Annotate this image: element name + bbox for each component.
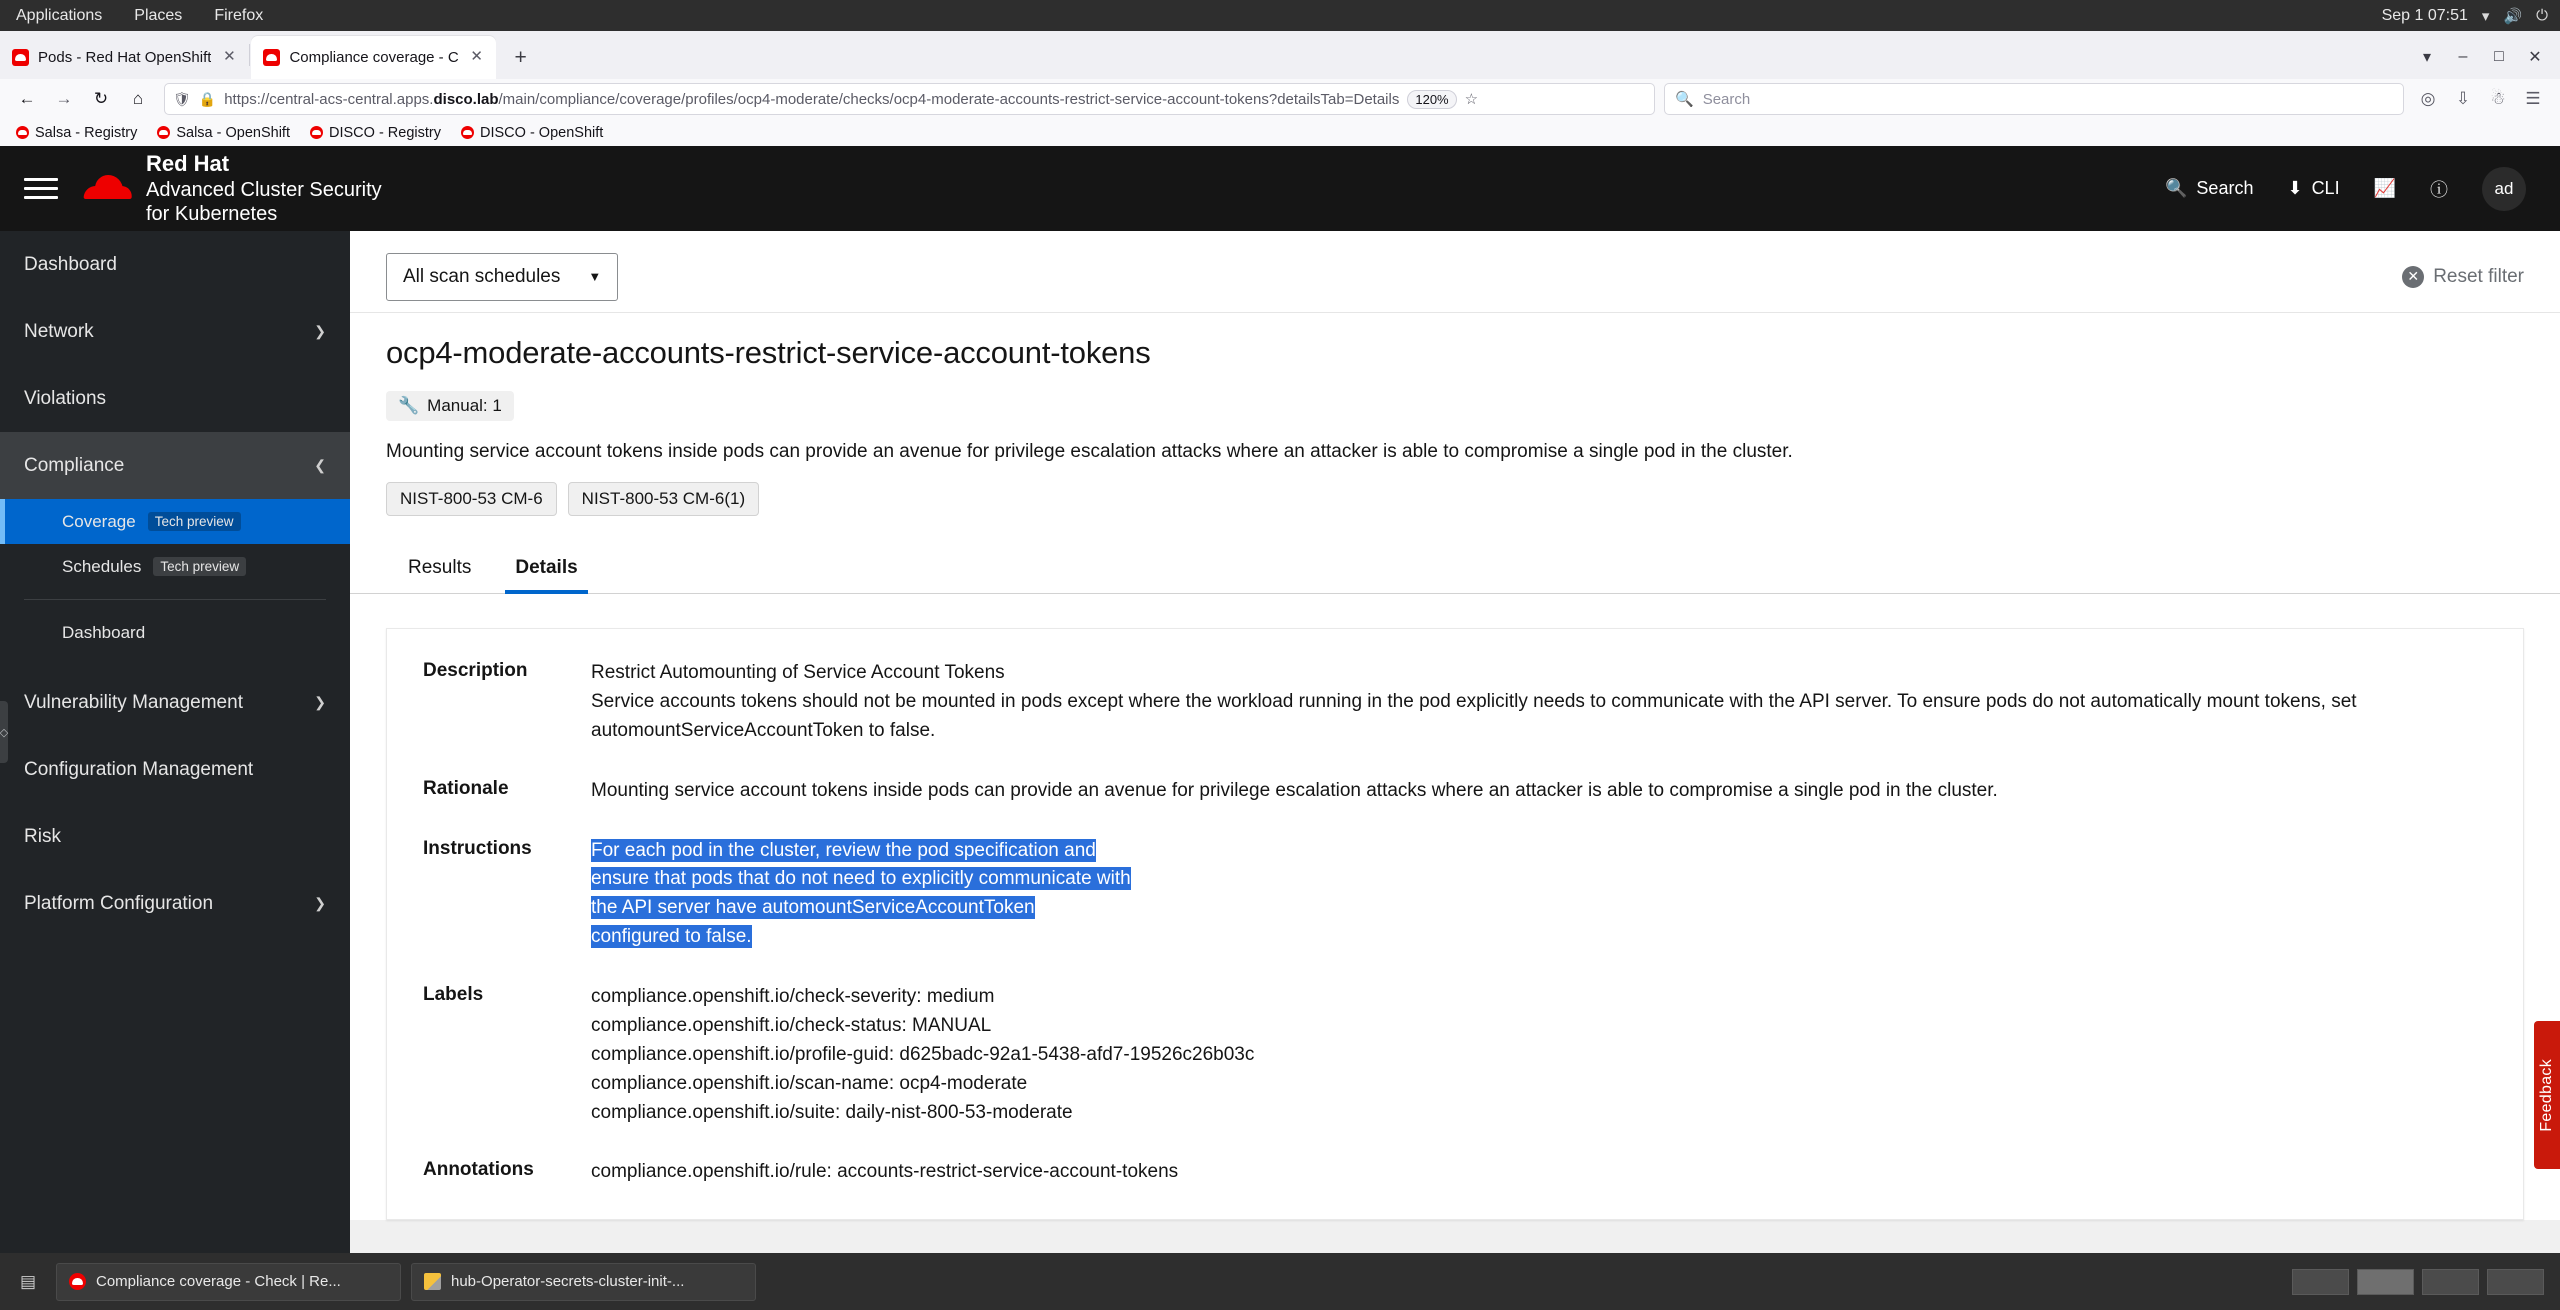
acs-application (0, 146, 2560, 1253)
redhat-icon (16, 126, 29, 139)
feedback-label: Feedback (2538, 1058, 2555, 1132)
maximize-icon[interactable]: □ (2494, 48, 2504, 65)
lock-icon: 🔒 (198, 90, 217, 107)
page-header (350, 313, 2560, 516)
brand-line-3: for Kubernetes (146, 202, 278, 225)
window-controls (2410, 41, 2560, 79)
label-item: compliance.openshift.io/profile-guid: d625badc-92a1-5438-afd7-19526c26b03c (591, 1043, 1255, 1065)
search-icon: 🔍 (2165, 178, 2188, 198)
details-card (386, 628, 2524, 1220)
reload-icon[interactable]: ↻ (93, 89, 109, 108)
control-chip-list (386, 482, 2524, 516)
tab-details[interactable]: Details (493, 541, 599, 593)
list-all-tabs-icon[interactable]: ▾ (2422, 49, 2432, 66)
nav-toggle-button[interactable] (24, 172, 58, 206)
masthead-actions (2165, 167, 2560, 211)
search-icon: 🔍 (1675, 91, 1694, 108)
minimize-icon[interactable]: – (2458, 48, 2468, 65)
bookmarks-bar (0, 119, 2560, 146)
sidebar-item-compliance-dashboard[interactable] (0, 610, 350, 655)
sidebar-item-label: Dashboard (24, 253, 117, 275)
taskbar-window-label: Compliance coverage - Check | Re... (96, 1273, 341, 1290)
detail-row-description (387, 659, 2523, 746)
sidebar-item-label: Vulnerability Management (24, 691, 243, 713)
zoom-level-badge[interactable]: 120% (1407, 90, 1456, 109)
chevron-down-icon: ❮ (314, 457, 326, 473)
description-title: Restrict Automounting of Service Account Tokens (591, 662, 1005, 683)
label-item: compliance.openshift.io/scan-name: ocp4-moderate (591, 1072, 1028, 1094)
power-icon[interactable]: ⏻ (2536, 7, 2548, 24)
filter-toolbar (350, 241, 2560, 313)
account-icon[interactable]: ☃ (2490, 89, 2506, 108)
tab-label: Compliance coverage - C (289, 49, 459, 66)
instructions-line: the API server have automountServiceAccountToken (591, 897, 1035, 919)
taskbar-window-editor[interactable] (411, 1263, 756, 1301)
os-menu-places[interactable]: Places (134, 6, 183, 24)
check-detail-page (350, 313, 2560, 1220)
sidebar-item-schedules[interactable] (0, 544, 350, 589)
os-menu-firefox[interactable]: Firefox (214, 6, 264, 24)
detail-value (591, 659, 2487, 746)
sidebar-item-label: Network (24, 320, 94, 342)
annotation-item: compliance.openshift.io/rule: accounts-restrict-service-account-tokens (591, 1161, 1179, 1183)
tab-strip (0, 31, 2560, 79)
detail-row-labels (387, 983, 2523, 1127)
chevron-down-icon: ▼ (588, 269, 602, 284)
reset-filter-button[interactable] (2402, 266, 2524, 288)
redhat-icon (461, 126, 474, 139)
cli-download-button[interactable] (2287, 178, 2339, 199)
tech-preview-badge: Tech preview (153, 557, 246, 576)
sidebar-resize-handle[interactable]: ◇ (0, 701, 8, 763)
tab-separator (249, 44, 250, 66)
search-input[interactable] (1664, 83, 2404, 115)
workspace-1[interactable] (2292, 1269, 2349, 1295)
bookmark-salsa-registry[interactable] (8, 122, 145, 144)
avatar[interactable]: ad (2482, 167, 2526, 211)
sidebar-item-risk[interactable] (0, 803, 350, 870)
instructions-line: ensure that pods that do not need to explicitly communicate with (591, 868, 1131, 890)
sidebar-item-network[interactable] (0, 298, 350, 365)
sidebar-item-platform-configuration[interactable] (0, 870, 350, 937)
status-badge-label: Manual: 1 (427, 396, 502, 415)
description-body: Service accounts tokens should not be mounted in pods except where the workload running in the pod explicitly needs to communicate with the API server. To ensure pods do not automatically mount tokens, set automountServiceAccountToken to false. (591, 690, 2357, 741)
search-label: Search (2196, 178, 2254, 198)
sidebar-item-label: Violations (24, 387, 107, 409)
sidebar-item-label: Configuration Management (24, 758, 254, 780)
chevron-right-icon: ❯ (314, 694, 326, 710)
browser-tab-compliance[interactable] (251, 36, 495, 79)
bookmark-star-icon[interactable]: ☆ (1464, 91, 1479, 108)
cli-label: CLI (2311, 178, 2340, 198)
help-icon[interactable]: ⓘ (2430, 179, 2448, 200)
breadcrumb (350, 231, 2560, 241)
close-icon[interactable]: ✕ (470, 47, 483, 65)
sidebar-item-coverage[interactable] (0, 499, 350, 544)
workspace-2[interactable] (2357, 1269, 2414, 1295)
chevron-right-icon: ❯ (314, 323, 326, 339)
detail-term: Labels (423, 984, 484, 1005)
sidebar-subitem-label: Schedules (62, 556, 142, 576)
sidebar-subitem-label: Coverage (62, 511, 136, 531)
reset-filter-label: Reset filter (2433, 265, 2524, 287)
show-desktop-icon[interactable]: ▤ (19, 1271, 37, 1291)
tech-preview-badge: Tech preview (148, 512, 241, 531)
bookmark-salsa-openshift[interactable] (149, 122, 298, 144)
scan-schedule-select[interactable] (386, 253, 618, 301)
brand-line-2: Advanced Cluster Security (146, 178, 382, 201)
detail-value: Mounting service account tokens inside pods can provide an avenue for privilege escalation attacks where an attacker is able to compromise a single pod in the cluster. (591, 779, 1998, 801)
sidebar-item-compliance[interactable] (0, 432, 350, 499)
detail-value-selected (591, 837, 2487, 953)
network-icon[interactable]: ▾ (2481, 7, 2490, 25)
sidebar-divider (24, 599, 326, 600)
volume-icon[interactable]: 🔊 (2503, 7, 2523, 25)
detail-value (591, 1158, 2487, 1187)
redhat-hat-icon (84, 173, 132, 203)
instructions-line: configured to false. (591, 926, 752, 948)
os-clock: Sep 1 07:51 (2381, 6, 2468, 24)
taskbar-window-label: hub-Operator-secrets-cluster-init-... (451, 1273, 685, 1290)
downloads-icon[interactable]: ⇩ (2455, 89, 2471, 108)
sidebar-item-label: Risk (24, 825, 61, 847)
feedback-tab[interactable] (2534, 1021, 2560, 1169)
label-item: compliance.openshift.io/check-severity: medium (591, 986, 995, 1007)
sidebar-item-configuration-management[interactable] (0, 736, 350, 803)
app-menu-icon[interactable]: ☰ (2525, 89, 2541, 108)
tab-results[interactable]: Results (408, 557, 472, 578)
check-summary: Mounting service account tokens inside pods can provide an avenue for privilege escalation attacks where an attacker is able to compromise a single pod in the cluster. (386, 441, 1793, 462)
bookmark-label: DISCO - Registry (329, 124, 441, 141)
detail-row-annotations (387, 1158, 2523, 1187)
search-placeholder: Search (1702, 90, 1751, 108)
bookmark-label: DISCO - OpenShift (480, 124, 604, 141)
detail-row-instructions (387, 837, 2523, 953)
workspace-switcher (2292, 1269, 2560, 1295)
shield-icon[interactable]: 🛡 (173, 90, 191, 107)
detail-term: Annotations (423, 1159, 534, 1181)
os-top-bar (0, 0, 2560, 31)
sidebar-item-violations[interactable] (0, 365, 350, 432)
navigation-toolbar (0, 79, 2560, 119)
brand-line-1: Red Hat (146, 150, 230, 176)
bookmark-disco-registry[interactable] (302, 122, 449, 144)
control-chip: NIST-800-53 CM-6(1) (568, 482, 759, 516)
firefox-icon (69, 1273, 86, 1290)
chevron-right-icon: ❯ (314, 895, 326, 911)
control-chip: NIST-800-53 CM-6 (386, 482, 557, 516)
home-icon[interactable]: ⌂ (132, 89, 144, 108)
description-list (387, 629, 2523, 1219)
main-content (350, 231, 2560, 1253)
new-tab-button[interactable]: + (514, 46, 527, 69)
label-item: compliance.openshift.io/check-status: MANUAL (591, 1014, 992, 1036)
instructions-line: For each pod in the cluster, review the pod specification and (591, 839, 1096, 861)
bookmark-disco-openshift[interactable] (453, 122, 611, 144)
pocket-icon[interactable]: ◎ (2420, 89, 2436, 108)
browser-chrome (0, 31, 2560, 146)
redhat-icon (263, 49, 280, 66)
detail-term: Instructions (423, 837, 532, 859)
taskbar (0, 1253, 2560, 1310)
global-search-button[interactable] (2165, 178, 2253, 199)
scan-schedule-value: All scan schedules (403, 265, 561, 287)
bookmark-label: Salsa - Registry (35, 124, 138, 141)
sidebar-item-vulnerability-management[interactable] (0, 669, 350, 736)
close-icon[interactable]: ✕ (223, 47, 236, 65)
sidebar-item-label: Platform Configuration (24, 892, 214, 914)
editor-icon (424, 1273, 441, 1290)
workspace-3[interactable] (2422, 1269, 2479, 1295)
sidebar-item-dashboard[interactable] (0, 231, 350, 298)
os-tray (2382, 7, 2560, 25)
status-badge (386, 391, 514, 421)
browser-tab-pods[interactable] (0, 36, 248, 79)
url-text: https://central-acs-central.apps.disco.lab/main/compliance/coverage/profiles/ocp4-moderate/checks/ocp4-moderate-accounts-restrict-service-account-tokens?detailsTab=Details (224, 90, 1400, 108)
bookmark-label: Salsa - OpenShift (176, 124, 290, 141)
address-bar[interactable] (164, 83, 1655, 115)
brand-logo[interactable] (84, 151, 382, 227)
back-icon[interactable]: ← (18, 89, 36, 108)
label-item: compliance.openshift.io/suite: daily-nist-800-53-moderate (591, 1101, 1073, 1123)
redhat-icon (310, 126, 323, 139)
sidebar (0, 231, 350, 1253)
wrench-icon: 🔧 (398, 396, 420, 415)
download-icon: ⬇ (2287, 178, 2303, 198)
detail-term: Description (423, 660, 528, 681)
os-menu-applications[interactable]: Applications (16, 6, 103, 24)
redhat-icon (157, 126, 170, 139)
toolbar-buttons (2411, 83, 2550, 115)
detail-row-rationale (387, 777, 2523, 806)
tab-label: Pods - Red Hat OpenShift (38, 49, 212, 66)
page-title: ocp4-moderate-accounts-restrict-service-account-tokens (386, 335, 1151, 370)
sidebar-subitem-label: Dashboard (62, 622, 146, 642)
redhat-icon (12, 49, 29, 66)
masthead (0, 146, 2560, 231)
detail-value (591, 983, 2487, 1127)
taskbar-window-firefox[interactable] (56, 1263, 401, 1301)
detail-term: Rationale (423, 777, 509, 799)
forward-icon[interactable]: → (55, 89, 73, 108)
cluster-health-icon[interactable]: 📈 (2373, 178, 2396, 198)
close-circle-icon: ✕ (2402, 266, 2424, 288)
detail-tabs (350, 541, 2560, 594)
close-window-icon[interactable]: ✕ (2528, 49, 2542, 66)
sidebar-item-label: Compliance (24, 454, 125, 476)
workspace-4[interactable] (2487, 1269, 2544, 1295)
